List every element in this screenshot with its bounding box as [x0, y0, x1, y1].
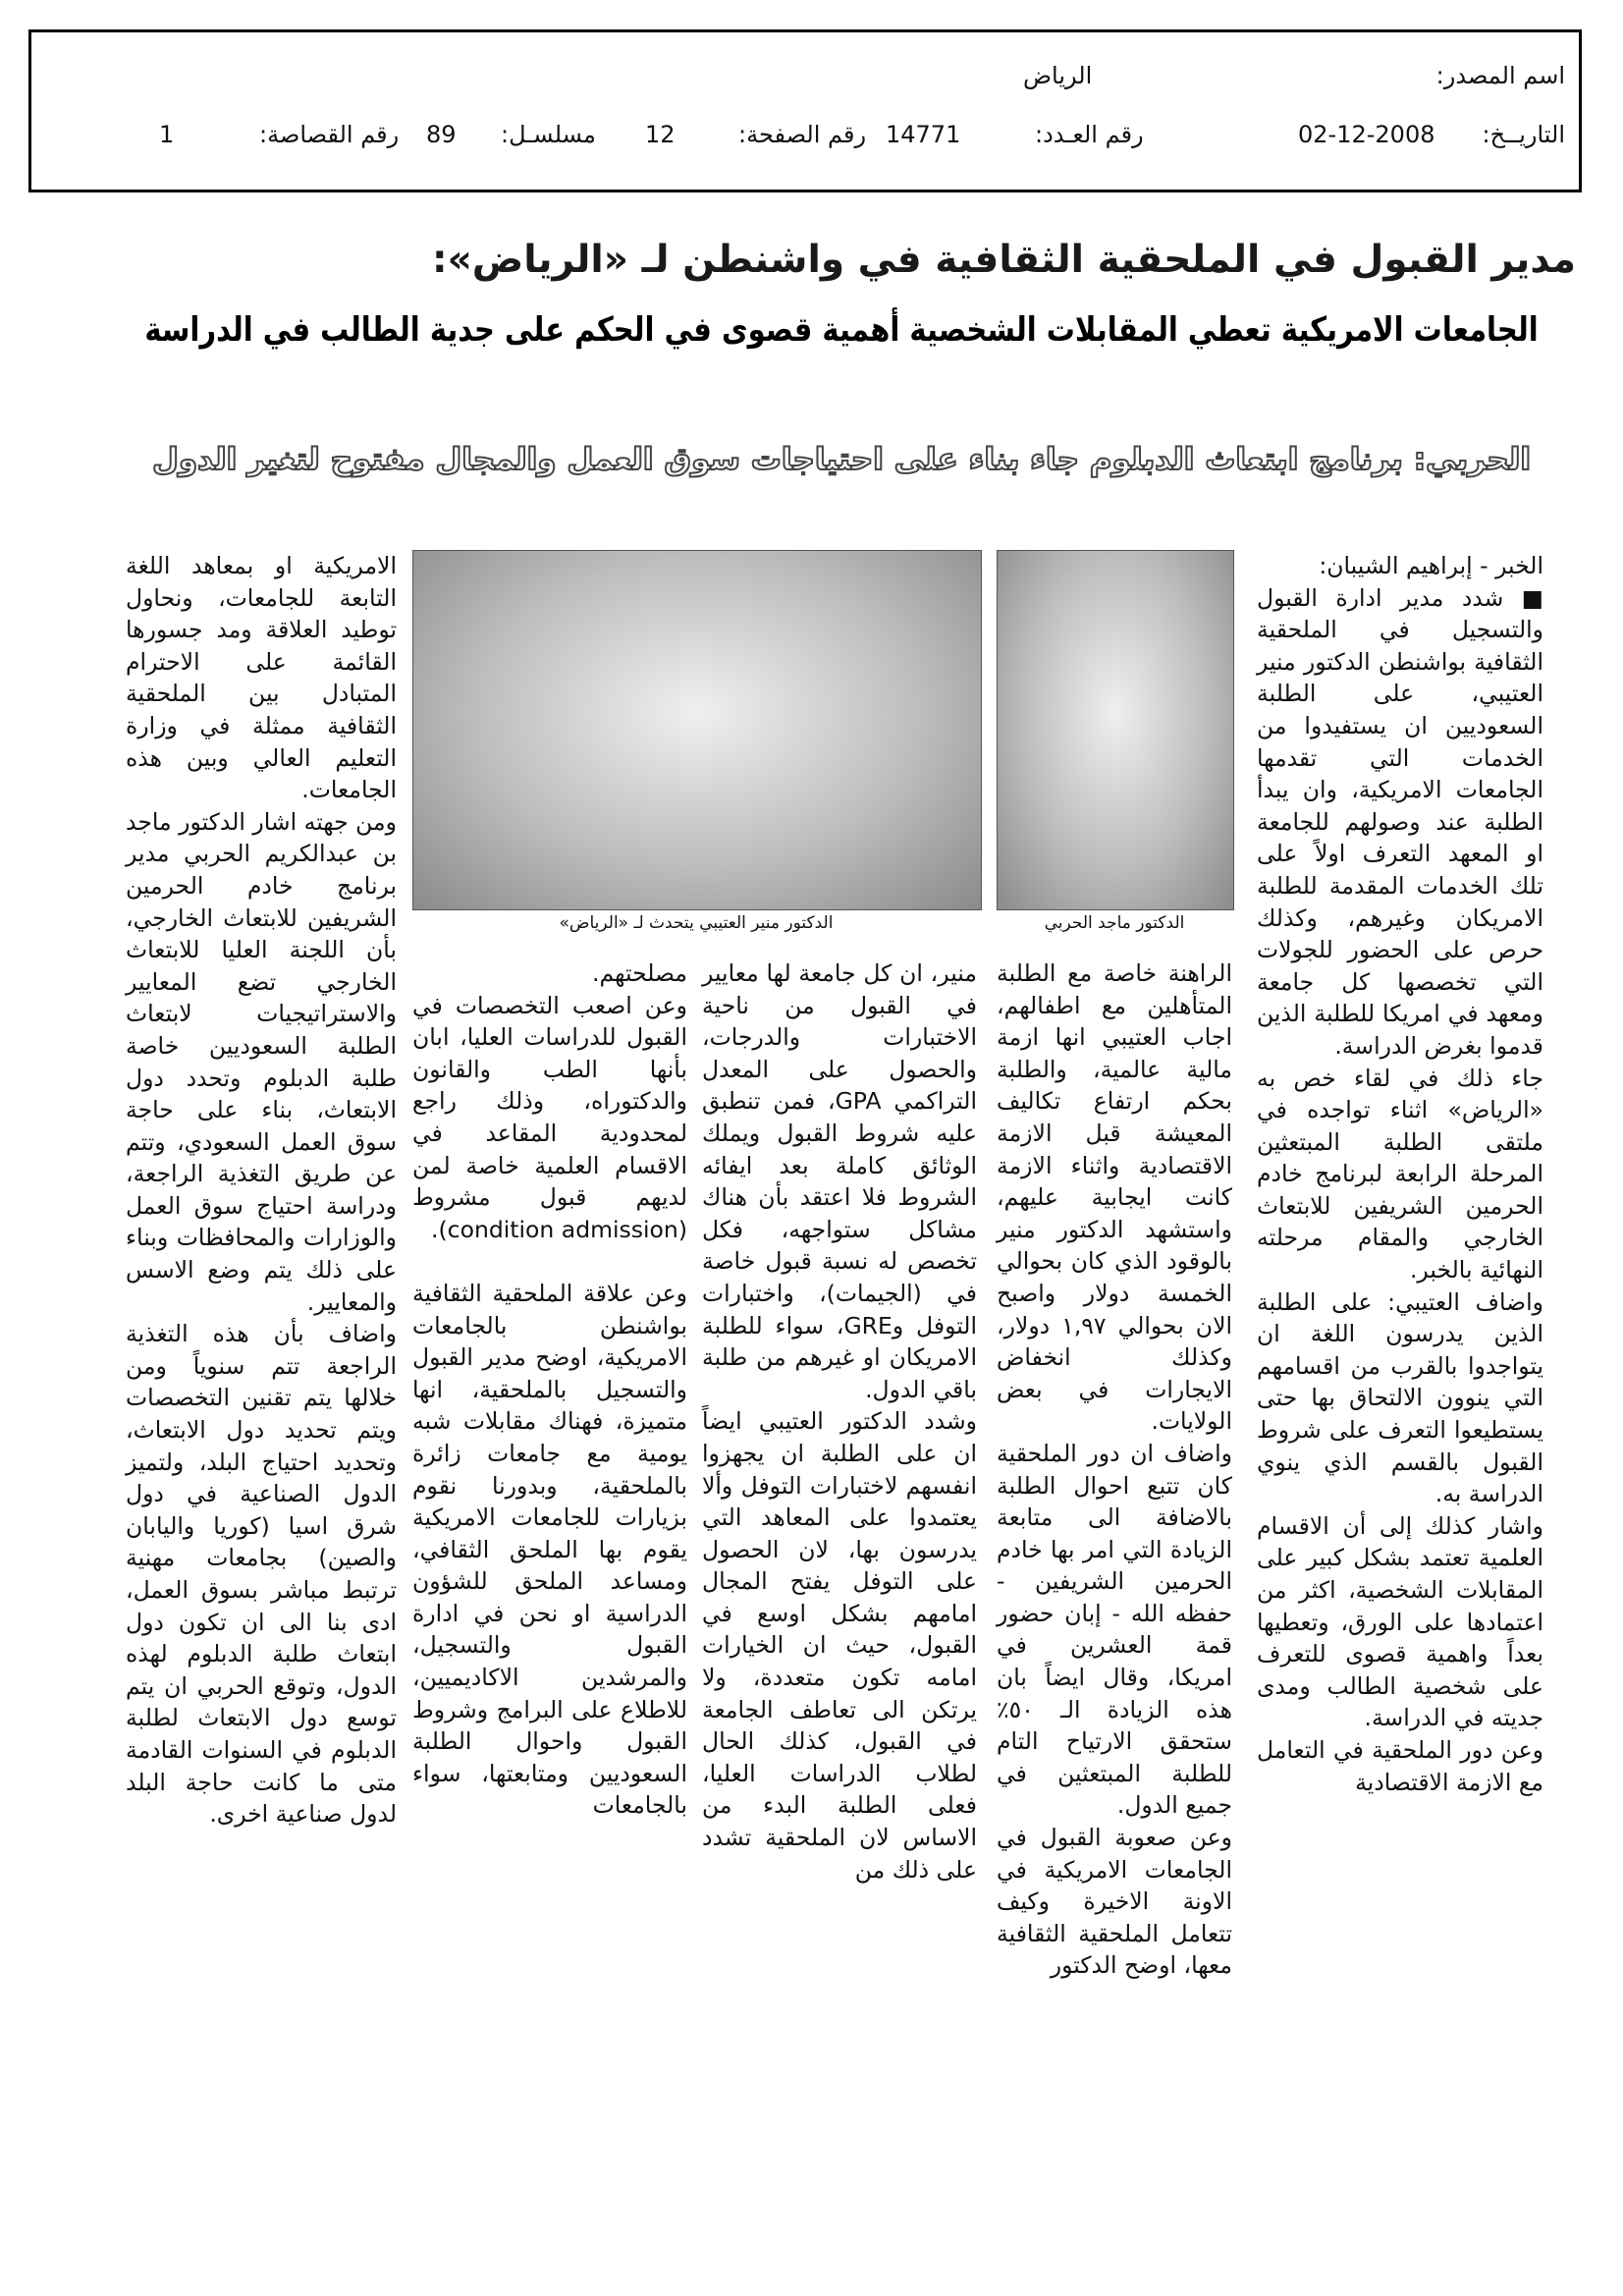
serial-label: مسلسـل:: [501, 121, 596, 148]
clip-value: 1: [159, 121, 175, 148]
metadata-row-details: [31, 121, 1579, 160]
source-label: اسم المصدر:: [1435, 62, 1565, 89]
article-column-2: الراهنة خاصة مع الطلبة المتأهلين مع اطفالهم، اجاب العتيبي انها ازمة مالية عالمية، والطلبة بحكم ارتفاع تكاليف المعيشة قبل الازمة الاقتصادية واثناء الازمة كانت ايجابية عليهم، واستشهد الدكتور منير بالوقود الذي كان بحوالي الخمسة دولار واصبح الان بحوالي ١,٩٧ دولار، وكذلك انخفاض الايجارات في بعض الولايات. واضاف ان دور الملحقية كان تتبع احوال الطلبة بالاضافة الى متابعة الزيادة التي امر بها خادم الحرمين الشريفين - حفظه الله - إبان حضور قمة العشرين في امريكا، وقال ايضاً بان هذه الزيادة الـ ٥٠٪ ستحقق الارتياح التام للطلبة المبتعثين في جميع الدول. وعن صعوبة القبول في الجامعات الامريكية في الاونة الاخيرة وكيف تتعامل الملحقية الثقافية معها، اوضح الدكتور: [997, 959, 1232, 1980]
source-value: الرياض: [1023, 62, 1093, 89]
date-value: 02-12-2008: [1298, 121, 1435, 148]
caption-photo-right: الدكتور ماجد الحربي: [1044, 913, 1185, 933]
article-column-4: مصلحتهم. وعن اصعب التخصصات في القبول للدراسات العليا، ابان بأنها الطب والقانون والدكتوراه، وذلك راجع لمحدودية المقاعد في الاقسام العلمية خاصة لمن لديهم قبول مشروط (condition admission). وعن علاقة الملحقية الثقافية بواشنطن بالجامعات الامريكية، اوضح مدير القبول والتسجيل بالملحقية، انها متميزة، فهناك مقابلات شبه يومية مع جامعات زائرة بالملحقية، وبدورنا نقوم بزيارات للجامعات الامريكية يقوم بها الملحق الثقافي، ومساعد الملحق للشؤون الدراسية او نحن في ادارة القبول والتسجيل، والمرشدين الاكاديميين، للاطلاع على البرامج وشروط القبول واحوال الطلبة السعوديين ومتابعتها، سواء بالجامعات: [412, 959, 687, 1820]
article-column-3: منير، ان كل جامعة لها معايير في القبول من ناحية الاختبارات والدرجات، والحصول على المعدل التراكمي GPA، فمن تنطبق عليه شروط القبول ويملك الوثائق كاملة بعد ايفائه الشروط فلا اعتقد بأن هناك مشاكل ستواجهه، فكل تخصص له نسبة قبول خاصة في (الجيمات)، واختبارات التوفل وGRE، سواء للطلبة الامريكان او غيرهم من طلبة باقي الدول. وشدد الدكتور العتيبي ايضاً ان على الطلبة ان يجهزوا انفسهم لاختبارات التوفل وألا يعتمدوا على المعاهد التي يدرسون بها، لان الحصول على التوفل يفتح المجال امامهم بشكل اوسع في القبول، حيث ان الخيارات امامه تكون متعددة، ولا يرتكن الى تعاطف الجامعة في القبول، كذلك الحال لطلاب الدراسات العليا، فعلى الطلبة البدء من الاساس لان الملحقية تشدد على ذلك من: [702, 959, 977, 1884]
article-subhead: الحربي: برنامج ابتعاث الدبلوم جاء بناء على احتياجات سوق العمل والمجال مفتوح لتغير الدول: [151, 442, 1532, 477]
clip-label: رقم القصاصة:: [259, 121, 400, 148]
page-label: رقم الصفحة:: [738, 121, 867, 148]
article-kicker: مدير القبول في الملحقية الثقافية في واشنطن لـ «الرياض»:: [431, 238, 1576, 282]
date-label: التاريــخ:: [1482, 121, 1565, 148]
photo-munir-alotaibi-interview: [412, 550, 982, 910]
metadata-row-source: [31, 62, 1579, 101]
page-value: 12: [645, 121, 676, 148]
article-column-1: الخبر - إبراهيم الشيبان: ■ شدد مدير ادارة القبول والتسجيل في الملحقية الثقافية بواشنطن الدكتور منير العتيبي، على الطلبة السعوديين ان يستفيدوا من الخدمات التي تقدمها الجامعات الامريكية، وان يبدأ الطلبة عند وصولهم للجامعة او المعهد التعرف اولاً على تلك الخدمات المقدمة للطلبة الامريكان وغيرهم، وكذلك حرص على الحضور للجولات التي تخصصها كل جامعة ومعهد في امريكا للطلبة الذين قدموا بغرض الدراسة. جاء ذلك في لقاء خص به «الرياض» اثناء تواجده في ملتقى الطلبة المبتعثين المرحلة الرابعة لبرنامج خادم الحرمين الشريفين للابتعاث الخارجي والمقام مرحلته النهائية بالخبر. واضاف العتيبي: على الطلبة الذين يدرسون اللغة ان يتواجدوا بالقرب من اقسامهم التي ينوون الالتحاق بها حتى يستطيعوا التعرف على شروط القبول بالقسم الذي ينوي الدراسة به. واشار كذلك إلى أن الاقسام العلمية تعتمد بشكل كبير على المقابلات الشخصية، اكثر من اعتمادها على الورق، وتعطيها بعداً واهمية قصوى للتعرف على شخصية الطالب ومدى جديته في الدراسة. وعن دور الملحقية في التعامل مع الازمة الاقتصادية: [1257, 552, 1543, 1796]
article-headline: الجامعات الامريكية تعطي المقابلات الشخصية أهمية قصوى في الحكم على جدية الطالب في الدراسة: [144, 308, 1539, 350]
clipping-metadata-box: [28, 29, 1582, 192]
photo-majed-alharbi: [997, 550, 1234, 910]
serial-value: 89: [426, 121, 457, 148]
caption-photo-left: الدكتور منير العتيبي يتحدث لـ «الرياض»: [559, 913, 834, 933]
issue-value: 14771: [886, 121, 961, 148]
article-column-5: الامريكية او بمعاهد اللغة التابعة للجامعات، ونحاول توطيد العلاقة ومد جسورها القائمة على الاحترام المتبادل بين الملحقية الثقافية ممثلة في وزارة التعليم العالي وبين هذه الجامعات. ومن جهته اشار الدكتور ماجد بن عبدالكريم الحربي مدير برنامج خادم الحرمين الشريفين للابتعاث الخارجي، بأن اللجنة العليا للابتعاث الخارجي تضع المعايير والاستراتيجيات لابتعاث الطلبة السعوديين خاصة طلبة الدبلوم وتحدد دول الابتعاث، بناء على حاجة سوق العمل السعودي، وتتم عن طريق التغذية الراجعة، ودراسة احتياج سوق العمل والوزارات والمحافظات وبناء على ذلك يتم وضع الاسس والمعايير. واضاف بأن هذه التغذية الراجعة تتم سنوياً ومن خلالها يتم تقنين التخصصات ويتم تحديد دول الابتعاث، وتحديد احتياج البلد، ولتميز الدول الصناعية في دول شرق اسيا (كوريا واليابان والصين) بجامعات مهنية ترتبط مباشر بسوق العمل، ادى بنا الى ان تكون دول ابتعاث طلبة الدبلوم لهذه الدول، وتوقع الحربي ان يتم توسع دول الابتعاث لطلبة الدبلوم في السنوات القادمة متى ما كانت حاجة البلد لدول صناعية اخرى.: [126, 552, 397, 1829]
issue-label: رقم العـدد:: [1035, 121, 1144, 148]
